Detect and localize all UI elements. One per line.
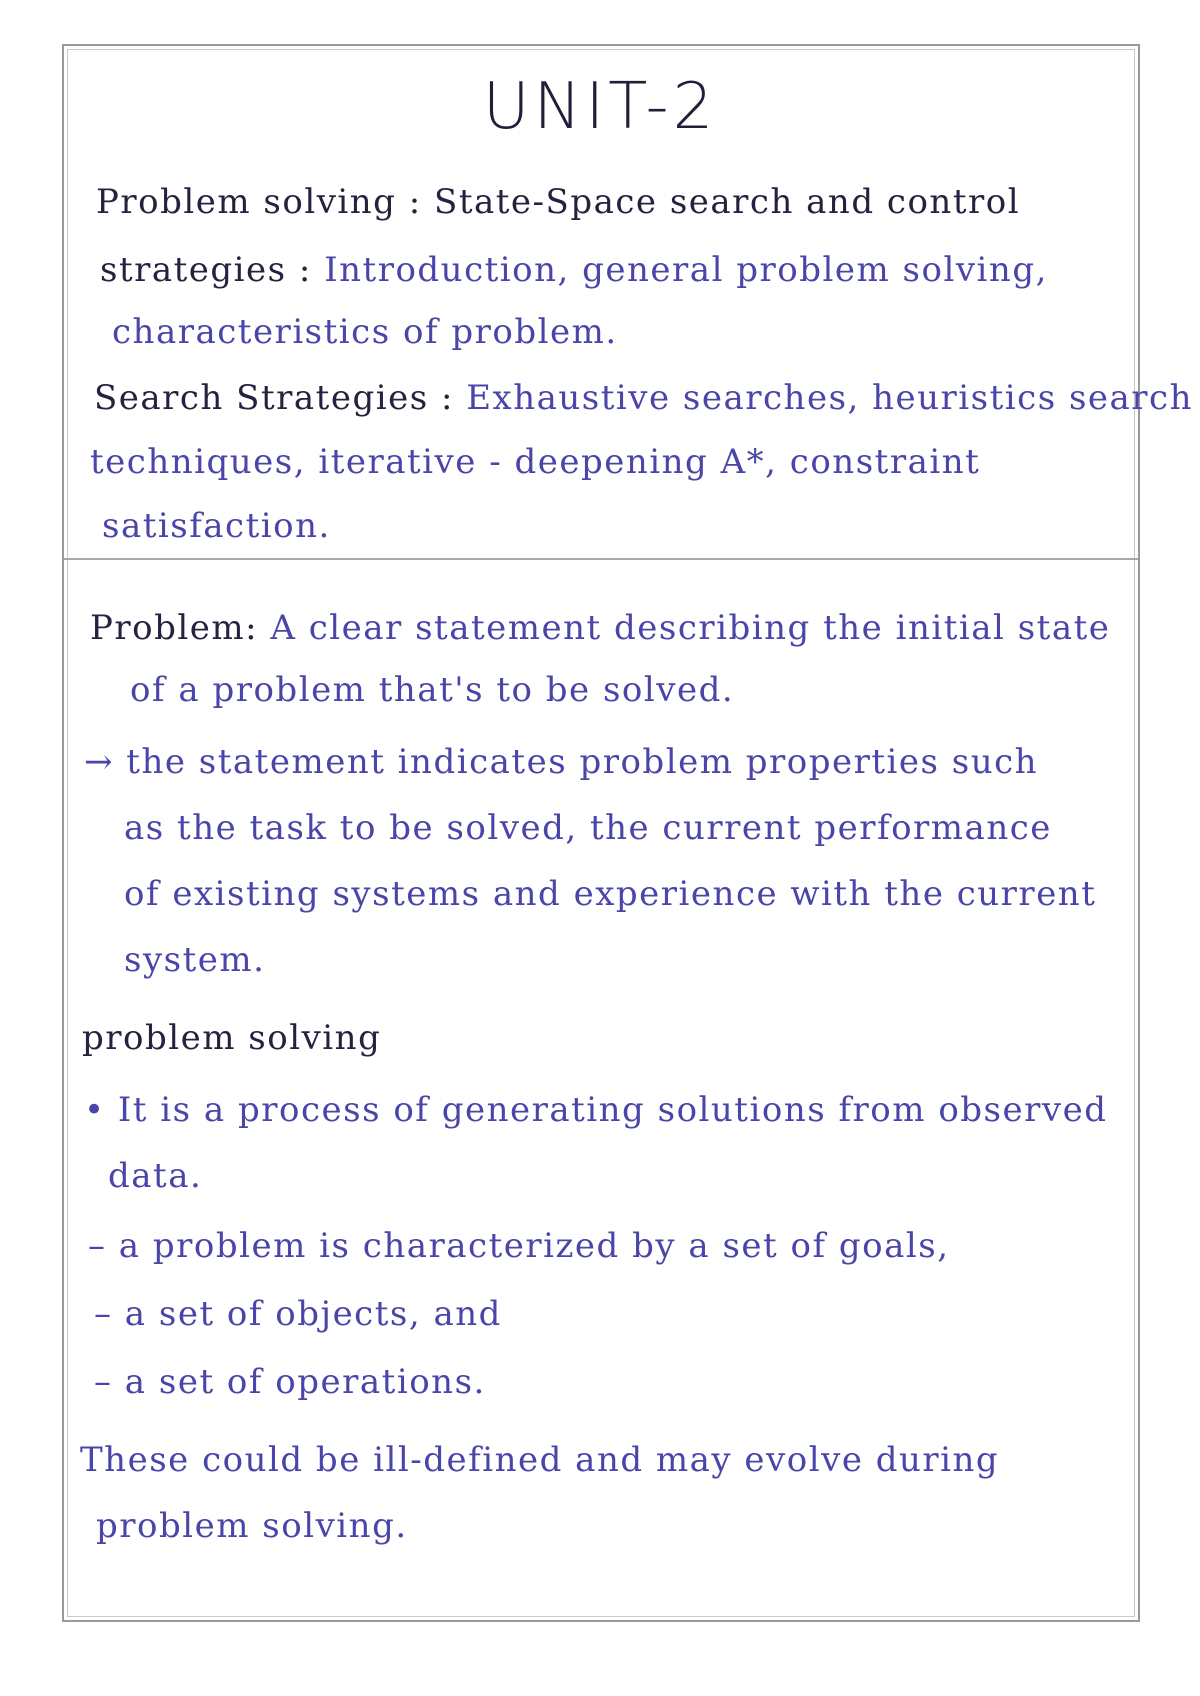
syllabus-line-4-text: Exhaustive searches, heuristics search <box>466 378 1193 418</box>
problem-solving-heading: problem solving <box>82 1018 382 1058</box>
statement-line-4: system. <box>124 940 266 980</box>
operations-item: – a set of operations. <box>94 1362 486 1402</box>
syllabus-line-2-text: Introduction, general problem solving, <box>324 250 1048 290</box>
syllabus-line-6: satisfaction. <box>102 506 331 546</box>
syllabus-problem-solving-label: Problem solving <box>96 182 397 222</box>
closing-line-1: These could be ill-defined and may evolve during <box>80 1440 1000 1480</box>
closing-line-2: problem solving. <box>96 1506 408 1546</box>
problem-label: Problem: <box>90 608 259 648</box>
page-title: UNIT-2 <box>482 70 718 144</box>
syllabus-line-4 <box>94 378 1193 418</box>
syllabus-line-5: techniques, iterative - deepening A*, constraint <box>90 442 981 482</box>
syllabus-line-1-text: : State-Space search and control <box>408 182 1021 222</box>
syllabus-line-1 <box>96 182 1020 222</box>
problem-definition-line-1 <box>90 608 1110 648</box>
bullet-line-2: data. <box>108 1156 203 1196</box>
syllabus-strategies-label: strategies : <box>100 250 312 290</box>
statement-line-2: as the task to be solved, the current performance <box>124 808 1052 848</box>
statement-line-3: of existing systems and experience with the current <box>124 874 1097 914</box>
problem-definition-text: A clear statement describing the initial state <box>270 608 1111 648</box>
syllabus-search-strategies-label: Search Strategies : <box>94 378 454 418</box>
statement-line-1: → the statement indicates problem properties such <box>84 742 1039 782</box>
problem-definition-line-2: of a problem that's to be solved. <box>130 670 735 710</box>
objects-item: – a set of objects, and <box>94 1294 502 1334</box>
bullet-line-1: • It is a process of generating solutions from observed <box>84 1090 1108 1130</box>
goals-item: – a problem is characterized by a set of goals, <box>88 1226 950 1266</box>
syllabus-line-3: characteristics of problem. <box>112 312 618 352</box>
syllabus-line-2 <box>100 250 1048 290</box>
section-divider <box>64 558 1138 560</box>
